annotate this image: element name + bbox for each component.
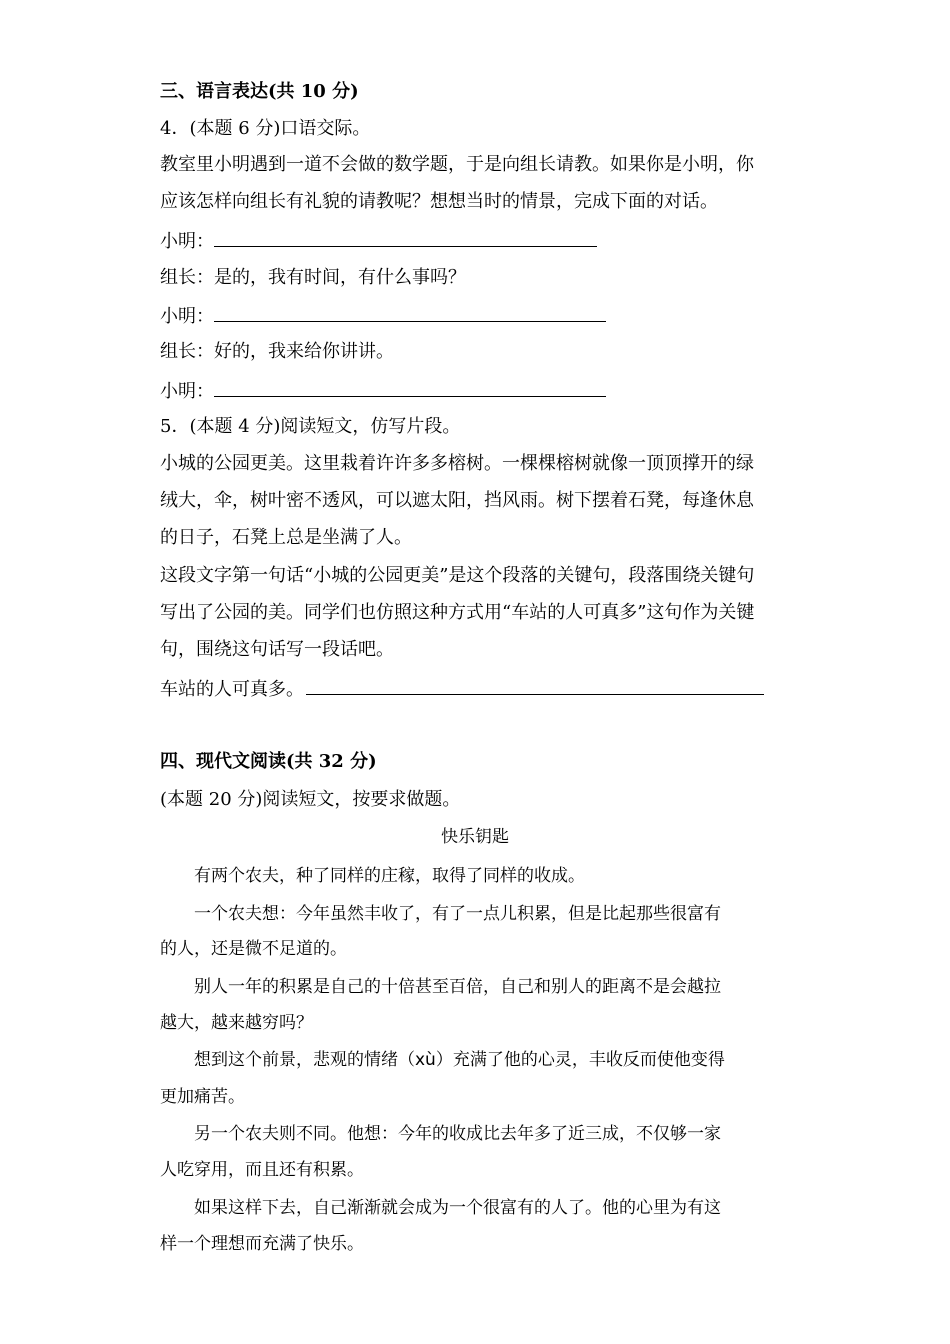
q5-passage-line1: 小城的公园更美。这里栽着许许多多榕树。一棵棵榕树就像一顶顶撑开的绿: [160, 453, 754, 474]
q5-instruction-line3: 句，围绕这句话写一段话吧。: [160, 639, 394, 660]
dialogue-line-5: [160, 378, 606, 404]
story-line: 如果这样下去，自己渐渐就会成为一个很富有的人了。他的心里为有这: [194, 1198, 721, 1218]
section3-heading: 三、语言表达(共 10 分): [160, 81, 359, 102]
dialogue-line-2: [160, 266, 466, 290]
story-line: 别人一年的积累是自己的十倍甚至百倍，自己和别人的距离不是会越拉: [194, 977, 721, 997]
section4-heading: 四、现代文阅读(共 32 分): [160, 751, 377, 772]
answer-blank-2[interactable]: [214, 303, 606, 322]
answer-blank-1[interactable]: [214, 228, 597, 247]
story-line: 更加痛苦。: [160, 1087, 245, 1107]
q4-stem: 4．(本题 6 分)口语交际。: [160, 118, 371, 139]
dialogue-line-3: [160, 303, 606, 329]
section4-stem: (本题 20 分)阅读短文，按要求做题。: [160, 789, 461, 810]
dialogue-line-4: [160, 340, 394, 364]
story-line: 有两个农夫，种了同样的庄稼，取得了同样的收成。: [194, 866, 585, 886]
story-title: 快乐钥匙: [441, 827, 509, 847]
q5-passage-line3: 的日子，石凳上总是坐满了人。: [160, 527, 412, 548]
dialogue-speaker: 组长：: [160, 267, 214, 288]
story-line: 一个农夫想：今年虽然丰收了，有了一点儿积累，但是比起那些很富有: [194, 904, 721, 924]
dialogue-text: 是的，我有时间，有什么事吗？: [214, 267, 466, 288]
story-line: 的人，还是微不足道的。: [160, 939, 347, 959]
answer-blank-4[interactable]: [306, 676, 764, 695]
dialogue-speaker: 小明：: [160, 231, 214, 252]
q5-answer-line: [160, 676, 764, 702]
dialogue-speaker: 小明：: [160, 381, 214, 402]
q5-instruction-line2: 写出了公园的美。同学们也仿照这种方式用“车站的人可真多”这句作为关键: [160, 602, 755, 623]
q5-stem: 5．(本题 4 分)阅读短文，仿写片段。: [160, 416, 461, 437]
q5-passage-line2: 绒大，伞，树叶密不透风，可以遮太阳，挡风雨。树下摆着石凳，每逢休息: [160, 490, 754, 511]
dialogue-speaker: 小明：: [160, 306, 214, 327]
dialogue-text: 好的，我来给你讲讲。: [214, 341, 394, 362]
answer-blank-3[interactable]: [214, 378, 606, 397]
story-line: 样一个理想而充满了快乐。: [160, 1234, 364, 1254]
q4-prompt-line1: 教室里小明遇到一道不会做的数学题，于是向组长请教。如果你是小明，你: [160, 154, 754, 175]
dialogue-line-1: [160, 228, 597, 254]
story-line: 越大，越来越穷吗？: [160, 1013, 313, 1033]
q4-prompt-line2: 应该怎样向组长有礼貌的请教呢？想想当时的情景，完成下面的对话。: [160, 191, 718, 212]
q5-instruction-line1: 这段文字第一句话“小城的公园更美”是这个段落的关键句，段落围绕关键句: [160, 565, 755, 586]
story-line: 另一个农夫则不同。他想：今年的收成比去年多了近三成，不仅够一家: [194, 1124, 721, 1144]
story-line: 想到这个前景，悲观的情绪（xù）充满了他的心灵，丰收反而使他变得: [194, 1050, 725, 1070]
q5-answer-prefix: 车站的人可真多。: [160, 679, 304, 700]
story-line: 人吃穿用，而且还有积累。: [160, 1160, 364, 1180]
dialogue-speaker: 组长：: [160, 341, 214, 362]
